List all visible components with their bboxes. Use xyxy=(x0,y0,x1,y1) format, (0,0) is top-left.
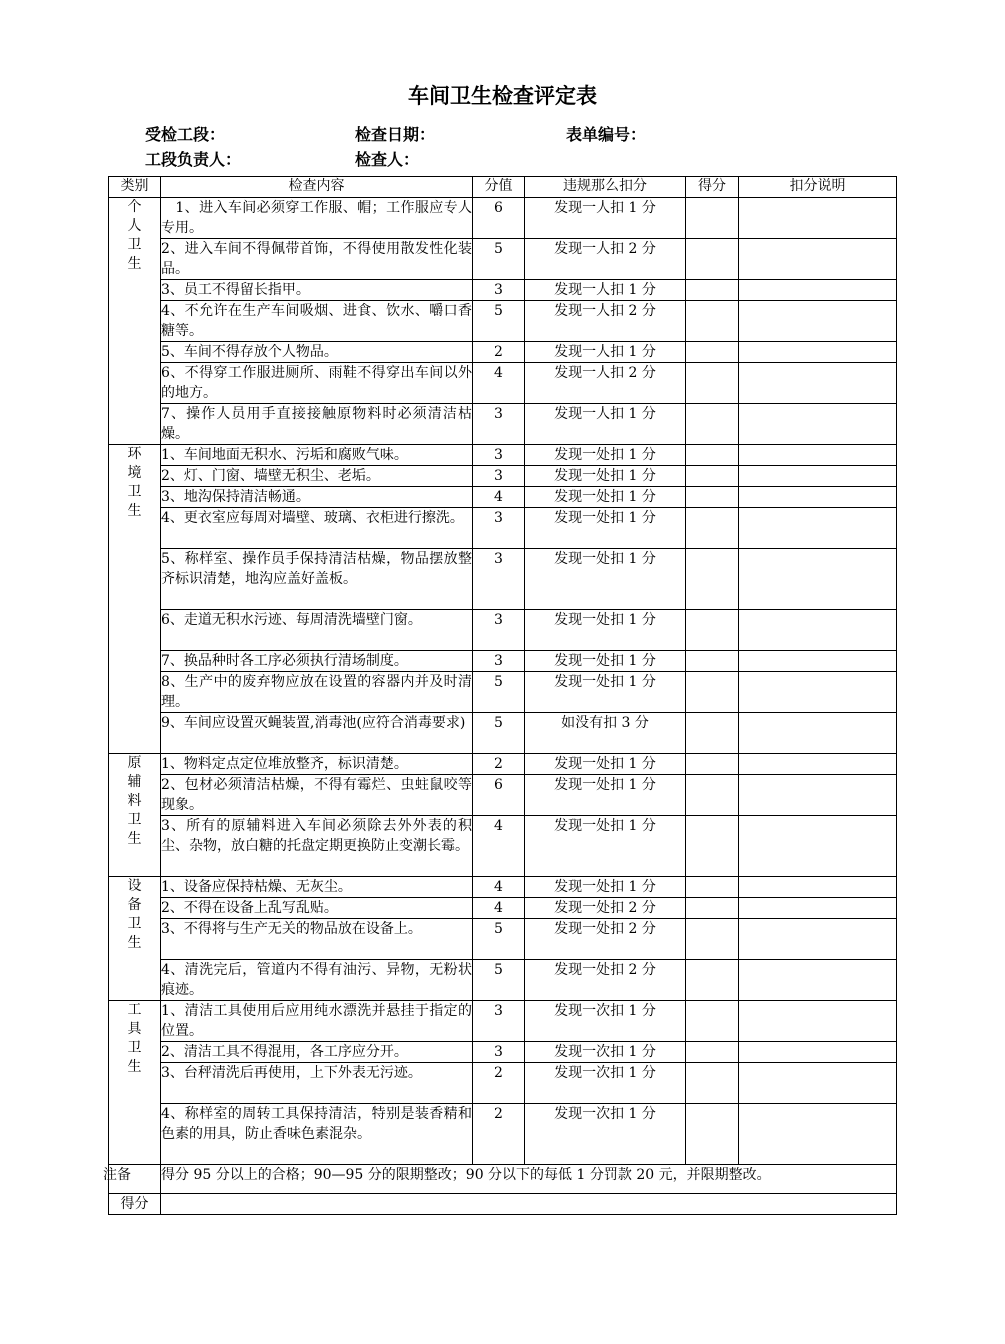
score-value-cell: 5 xyxy=(473,239,525,280)
score-entry-cell[interactable] xyxy=(686,1104,739,1165)
score-value-cell: 2 xyxy=(473,342,525,363)
score-value-cell: 6 xyxy=(473,198,525,239)
remark-entry-cell[interactable] xyxy=(739,713,897,754)
content-cell: 2、不得在设备上乱写乱贴。 xyxy=(161,898,473,919)
content-cell: 5、车间不得存放个人物品。 xyxy=(161,342,473,363)
content-cell: 3、员工不得留长指甲。 xyxy=(161,280,473,301)
note-label: 注备 xyxy=(109,1165,161,1194)
deduction-rule-cell: 发现一人扣 1 分 xyxy=(525,342,686,363)
deduction-rule-cell: 发现一处扣 1 分 xyxy=(525,610,686,651)
score-value-cell: 2 xyxy=(473,1104,525,1165)
content-cell: 1、物料定点定位堆放整齐，标识清楚。 xyxy=(161,754,473,775)
category-cell: 工具卫生 xyxy=(109,1001,161,1165)
remark-entry-cell[interactable] xyxy=(739,651,897,672)
table-row xyxy=(109,280,897,301)
score-entry-cell[interactable] xyxy=(686,960,739,1001)
total-score-entry-cell[interactable] xyxy=(161,1194,897,1215)
score-entry-cell[interactable] xyxy=(686,508,739,549)
category-cell: 环境卫生 xyxy=(109,445,161,754)
category-cell: 个人卫生 xyxy=(109,198,161,445)
content-cell: 1、进入车间必须穿工作服、帽；工作服应专人专用。 xyxy=(161,198,473,239)
table-row xyxy=(109,445,897,466)
score-entry-cell[interactable] xyxy=(686,466,739,487)
content-cell: 6、走道无积水污迹、每周清洗墙壁门窗。 xyxy=(161,610,473,651)
deduction-rule-cell: 发现一人扣 1 分 xyxy=(525,198,686,239)
remark-entry-cell[interactable] xyxy=(739,877,897,898)
score-value-cell: 2 xyxy=(473,1063,525,1104)
column-header: 扣分说明 xyxy=(739,177,897,198)
score-entry-cell[interactable] xyxy=(686,404,739,445)
note-text: 得分 95 分以上的合格；90—95 分的限期整改；90 分以下的每低 1 分罚款 20 元，并限期整改。 xyxy=(161,1165,897,1194)
remark-entry-cell[interactable] xyxy=(739,301,897,342)
form-no-label: 表单编号： xyxy=(566,125,647,144)
content-cell: 6、不得穿工作服进厕所、雨鞋不得穿出车间以外的地方。 xyxy=(161,363,473,404)
inspection-table xyxy=(103,176,897,1215)
score-entry-cell[interactable] xyxy=(686,1063,739,1104)
score-entry-cell[interactable] xyxy=(686,775,739,816)
deduction-rule-cell: 发现一人扣 2 分 xyxy=(525,239,686,280)
remark-entry-cell[interactable] xyxy=(739,508,897,549)
deduction-rule-cell: 发现一处扣 1 分 xyxy=(525,672,686,713)
score-entry-cell[interactable] xyxy=(686,610,739,651)
deduction-rule-cell: 发现一次扣 1 分 xyxy=(525,1104,686,1165)
deduction-rule-cell: 发现一处扣 2 分 xyxy=(525,960,686,1001)
remark-entry-cell[interactable] xyxy=(739,1042,897,1063)
table-row xyxy=(109,877,897,898)
deduction-rule-cell: 发现一次扣 1 分 xyxy=(525,1042,686,1063)
score-value-cell: 3 xyxy=(473,508,525,549)
content-cell: 4、称样室的周转工具保持清洁，特别是装香精和色素的用具，防止香味色素混杂。 xyxy=(161,1104,473,1165)
remark-entry-cell[interactable] xyxy=(739,198,897,239)
remark-entry-cell[interactable] xyxy=(739,1104,897,1165)
table-row xyxy=(109,1104,897,1165)
deduction-rule-cell: 发现一人扣 2 分 xyxy=(525,301,686,342)
remark-entry-cell[interactable] xyxy=(739,342,897,363)
remark-entry-cell[interactable] xyxy=(739,1063,897,1104)
score-entry-cell[interactable] xyxy=(686,651,739,672)
remark-entry-cell[interactable] xyxy=(739,610,897,651)
deduction-rule-cell: 发现一次扣 1 分 xyxy=(525,1001,686,1042)
column-header: 检查内容 xyxy=(161,177,473,198)
score-value-cell: 4 xyxy=(473,816,525,877)
column-header: 类别 xyxy=(109,177,161,198)
deduction-rule-cell: 发现一处扣 1 分 xyxy=(525,466,686,487)
score-entry-cell[interactable] xyxy=(686,342,739,363)
deduction-rule-cell: 发现一处扣 1 分 xyxy=(525,445,686,466)
content-cell: 8、生产中的废弃物应放在设置的容器内并及时清理。 xyxy=(161,672,473,713)
content-cell: 1、清洁工具使用后应用纯水漂洗并悬挂于指定的位置。 xyxy=(161,1001,473,1042)
remark-entry-cell[interactable] xyxy=(739,898,897,919)
remark-entry-cell[interactable] xyxy=(739,445,897,466)
table-row xyxy=(109,713,897,754)
score-value-cell: 3 xyxy=(473,1042,525,1063)
table-row xyxy=(109,487,897,508)
remark-entry-cell[interactable] xyxy=(739,363,897,404)
score-entry-cell[interactable] xyxy=(686,280,739,301)
table-row xyxy=(109,1042,897,1063)
total-score-row xyxy=(109,1194,897,1215)
content-cell: 2、清洁工具不得混用，各工序应分开。 xyxy=(161,1042,473,1063)
table-row xyxy=(109,919,897,960)
score-value-cell: 5 xyxy=(473,301,525,342)
score-value-cell: 3 xyxy=(473,549,525,610)
deduction-rule-cell: 发现一处扣 1 分 xyxy=(525,549,686,610)
table-row xyxy=(109,404,897,445)
score-value-cell: 4 xyxy=(473,487,525,508)
table-row xyxy=(109,342,897,363)
score-value-cell: 6 xyxy=(473,775,525,816)
content-cell: 1、车间地面无积水、污垢和腐败气味。 xyxy=(161,445,473,466)
score-entry-cell[interactable] xyxy=(686,816,739,877)
table-row xyxy=(109,466,897,487)
remark-entry-cell[interactable] xyxy=(739,549,897,610)
table-row xyxy=(109,816,897,877)
dept-label: 受检工段： xyxy=(145,125,226,144)
score-value-cell: 3 xyxy=(473,1001,525,1042)
table-row xyxy=(109,239,897,280)
deduction-rule-cell: 发现一处扣 1 分 xyxy=(525,775,686,816)
deduction-rule-cell: 发现一处扣 2 分 xyxy=(525,919,686,960)
score-entry-cell[interactable] xyxy=(686,672,739,713)
score-entry-cell[interactable] xyxy=(686,898,739,919)
content-cell: 4、清洗完后，管道内不得有油污、异物，无粉状痕迹。 xyxy=(161,960,473,1001)
score-value-cell: 2 xyxy=(473,754,525,775)
deduction-rule-cell: 发现一处扣 1 分 xyxy=(525,754,686,775)
table-row xyxy=(109,301,897,342)
remark-entry-cell[interactable] xyxy=(739,466,897,487)
score-entry-cell[interactable] xyxy=(686,549,739,610)
score-entry-cell[interactable] xyxy=(686,239,739,280)
score-value-cell: 4 xyxy=(473,877,525,898)
deduction-rule-cell: 发现一处扣 1 分 xyxy=(525,877,686,898)
score-value-cell: 3 xyxy=(473,280,525,301)
total-score-label: 得分 xyxy=(109,1194,161,1215)
score-entry-cell[interactable] xyxy=(686,919,739,960)
score-entry-cell[interactable] xyxy=(686,198,739,239)
table-row xyxy=(109,775,897,816)
remark-entry-cell[interactable] xyxy=(739,487,897,508)
score-entry-cell[interactable] xyxy=(686,877,739,898)
score-entry-cell[interactable] xyxy=(686,487,739,508)
remark-entry-cell[interactable] xyxy=(739,754,897,775)
deduction-rule-cell: 发现一处扣 1 分 xyxy=(525,508,686,549)
table-row xyxy=(109,754,897,775)
deduction-rule-cell: 发现一人扣 2 分 xyxy=(525,363,686,404)
deduction-rule-cell: 发现一处扣 2 分 xyxy=(525,898,686,919)
table-row xyxy=(109,549,897,610)
score-entry-cell[interactable] xyxy=(686,363,739,404)
table-row xyxy=(109,898,897,919)
score-entry-cell[interactable] xyxy=(686,301,739,342)
date-label: 检查日期： xyxy=(355,125,436,144)
deduction-rule-cell: 如没有扣 3 分 xyxy=(525,713,686,754)
score-value-cell: 5 xyxy=(473,919,525,960)
deduction-rule-cell: 发现一处扣 1 分 xyxy=(525,651,686,672)
leader-label: 工段负责人： xyxy=(145,150,242,169)
note-row xyxy=(109,1165,897,1194)
content-cell: 2、进入车间不得佩带首饰，不得使用散发性化装品。 xyxy=(161,239,473,280)
score-entry-cell[interactable] xyxy=(686,1042,739,1063)
column-header: 违规那么扣分 xyxy=(525,177,686,198)
remark-entry-cell[interactable] xyxy=(739,1001,897,1042)
remark-entry-cell[interactable] xyxy=(739,775,897,816)
remark-entry-cell[interactable] xyxy=(739,816,897,877)
content-cell: 4、不允许在生产车间吸烟、进食、饮水、嚼口香糖等。 xyxy=(161,301,473,342)
score-entry-cell[interactable] xyxy=(686,1001,739,1042)
table-row xyxy=(109,960,897,1001)
content-cell: 4、更衣室应每周对墙壁、玻璃、衣柜进行擦洗。 xyxy=(161,508,473,549)
content-cell: 3、不得将与生产无关的物品放在设备上。 xyxy=(161,919,473,960)
table-row xyxy=(109,1063,897,1104)
content-cell: 3、所有的原辅料进入车间必须除去外外表的积尘、杂物，放白糖的托盘定期更换防止变潮长霉。 xyxy=(161,816,473,877)
content-cell: 1、设备应保持枯燥、无灰尘。 xyxy=(161,877,473,898)
score-value-cell: 3 xyxy=(473,404,525,445)
score-value-cell: 3 xyxy=(473,445,525,466)
remark-entry-cell[interactable] xyxy=(739,672,897,713)
score-value-cell: 4 xyxy=(473,898,525,919)
table-row xyxy=(109,363,897,404)
remark-entry-cell[interactable] xyxy=(739,960,897,1001)
content-cell: 7、换品种时各工序必须执行清场制度。 xyxy=(161,651,473,672)
table-row xyxy=(109,651,897,672)
score-entry-cell[interactable] xyxy=(686,754,739,775)
score-value-cell: 4 xyxy=(473,363,525,404)
score-entry-cell[interactable] xyxy=(686,713,739,754)
score-value-cell: 3 xyxy=(473,466,525,487)
content-cell: 9、车间应设置灭蝇装置,消毒池(应符合消毒要求) xyxy=(161,713,473,754)
content-cell: 7、操作人员用手直接接触原物料时必须清洁枯燥。 xyxy=(161,404,473,445)
column-header: 得分 xyxy=(686,177,739,198)
table-row xyxy=(109,508,897,549)
score-value-cell: 5 xyxy=(473,960,525,1001)
score-value-cell: 3 xyxy=(473,610,525,651)
content-cell: 5、称样室、操作员手保持清洁枯燥，物品摆放整齐标识清楚，地沟应盖好盖板。 xyxy=(161,549,473,610)
score-value-cell: 5 xyxy=(473,713,525,754)
score-value-cell: 5 xyxy=(473,672,525,713)
table-row xyxy=(109,198,897,239)
table-row xyxy=(109,610,897,651)
content-cell: 2、灯、门窗、墙壁无积尘、老垢。 xyxy=(161,466,473,487)
deduction-rule-cell: 发现一人扣 1 分 xyxy=(525,280,686,301)
deduction-rule-cell: 发现一处扣 1 分 xyxy=(525,816,686,877)
table-header-row xyxy=(109,177,897,198)
category-cell: 设备卫生 xyxy=(109,877,161,1001)
deduction-rule-cell: 发现一人扣 1 分 xyxy=(525,404,686,445)
score-value-cell: 3 xyxy=(473,651,525,672)
table-row xyxy=(109,1001,897,1042)
remark-entry-cell[interactable] xyxy=(739,239,897,280)
page-title: 车间卫生检查评定表 xyxy=(408,84,597,108)
category-cell: 原辅料卫生 xyxy=(109,754,161,877)
content-cell: 2、包材必须清洁枯燥，不得有霉烂、虫蛀鼠咬等现象。 xyxy=(161,775,473,816)
table-row xyxy=(109,672,897,713)
inspector-label: 检查人： xyxy=(355,150,420,169)
remark-entry-cell[interactable] xyxy=(739,280,897,301)
content-cell: 3、地沟保持清洁畅通。 xyxy=(161,487,473,508)
content-cell: 3、台秤清洗后再使用，上下外表无污迹。 xyxy=(161,1063,473,1104)
deduction-rule-cell: 发现一处扣 1 分 xyxy=(525,487,686,508)
remark-entry-cell[interactable] xyxy=(739,919,897,960)
remark-entry-cell[interactable] xyxy=(739,404,897,445)
deduction-rule-cell: 发现一次扣 1 分 xyxy=(525,1063,686,1104)
score-entry-cell[interactable] xyxy=(686,445,739,466)
column-header: 分值 xyxy=(473,177,525,198)
